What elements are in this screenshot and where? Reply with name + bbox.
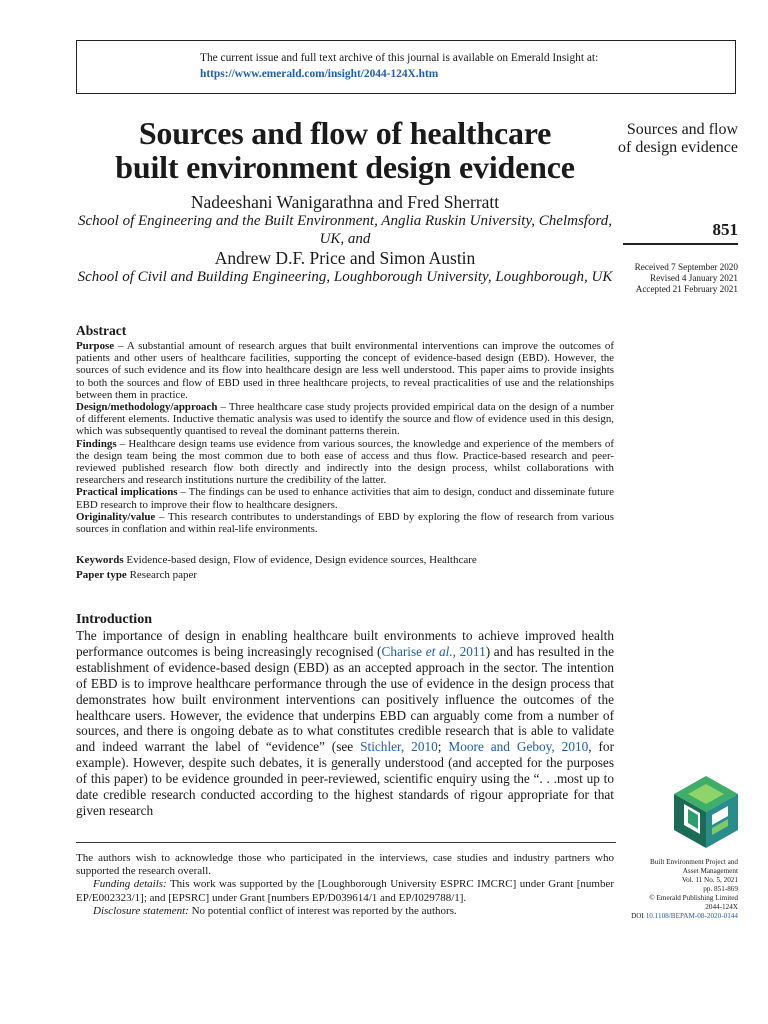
sidebar-rule (623, 243, 738, 245)
citation-author: Charise (381, 643, 426, 659)
page-range: pp. 851-869 (703, 885, 738, 893)
footnote-block (76, 852, 614, 918)
abstract-design (76, 401, 614, 438)
citation-separator: ; (437, 739, 449, 755)
originality-label: Originality/value (76, 510, 156, 523)
authors-group-1: Nadeeshani Wanigarathna and Fred Sherratt (190, 192, 500, 212)
keywords-text: Evidence-based design, Flow of evidence, Design evidence sources, Healthcare (123, 554, 477, 566)
abstract-body (76, 340, 614, 535)
disclosure-statement (76, 905, 614, 918)
journal-url-link[interactable]: https://www.emerald.com/insight/2044-124X.htm (200, 68, 439, 80)
funding-details (76, 878, 614, 904)
introduction-body (76, 628, 614, 819)
article-title (70, 116, 620, 184)
page-number: 851 (712, 220, 738, 239)
citation-year: , 2011 (452, 643, 486, 659)
citation-moore-geboy[interactable]: Moore and Geboy, 2010 (448, 739, 589, 755)
keywords (76, 553, 614, 568)
paper-type-label: Paper type (76, 569, 127, 581)
practical-label: Practical implications (76, 486, 178, 499)
citation-etal: et al. (425, 643, 453, 659)
revised-date: Revised 4 January 2021 (649, 273, 738, 283)
keywords-block (76, 553, 614, 583)
acknowledgement: The authors wish to acknowledge those who participated in the interviews, case studies and industry partners who supported the research overall. (76, 852, 614, 878)
design-text: – Three healthcare case study projects provided empirical data on the design of a number of different elements. Inductive thematic analysis was used to identify the source and flow of evidence used in this design, which was subsequently quantised to reveal the dominant patterns therein. (76, 401, 614, 438)
intro-text-2: ) and has resulted in the establishment of evidence-based design (EBD) as an accepted approach in the sector. The intention of EBD is to improve healthcare performance through the use of evidence in the design process that demonstrates how built environment interventions can positively influence the outcomes of the healthcare users. However, the evidence that underpins EBD can arguably come from a number of sources, and there is ongoing debate as to what constitutes credible research that is able to validate and indeed warrant the label of “evidence” (see (76, 643, 615, 755)
citation-charise[interactable] (381, 644, 485, 659)
accepted-date: Accepted 21 February 2021 (635, 284, 738, 294)
abstract-heading: Abstract (76, 323, 127, 338)
title-line-1: Sources and flow of healthcare (138, 115, 552, 151)
copyright: © Emerald Publishing Limited (649, 894, 738, 902)
issn: 2044-124X (705, 903, 738, 911)
keywords-label: Keywords (76, 554, 124, 566)
access-notice: The current issue and full text archive of this journal is available on Emerald Insight at: (200, 52, 599, 64)
running-title: Sources and flow of design evidence (618, 121, 738, 156)
footnote-rule (76, 842, 616, 843)
affiliation-1: School of Engineering and the Built Environment, Anglia Ruskin University, Chelmsford, UK, and (78, 213, 612, 247)
publisher-logo-icon (674, 776, 738, 848)
journal-name-line-2: Asset Management (682, 867, 738, 875)
authors-group-2: Andrew D.F. Price and Simon Austin (214, 248, 476, 268)
practical-text: – The findings can be used to enhance activities that aim to design, conduct and disseminate future EBD research to improve their flow to healthcare designers. (76, 486, 614, 511)
journal-name-line-1: Built Environment Project and (649, 858, 738, 866)
funding-text: This work was supported by the [Loughborough University ESPRC IMCRC] under Grant [number EP/E002323/1]; and [EPSRC] under Grant [numbers EP/D039614/1 and EP/I029788/1]. (76, 878, 614, 904)
abstract-originality (76, 511, 614, 535)
received-date: Received 7 September 2020 (634, 262, 738, 272)
design-label: Design/methodology/approach (76, 401, 218, 414)
intro-text-3: , for example). However, despite such debates, it is generally understood (and accepted for the purposes of this paper) to be evidence grounded in peer-reviewed, scientific enquiry using the “. . .most up to date credible research conducted according to the highest standards of rigour appropriate for that given research (76, 739, 614, 818)
originality-text: – This research contributes to understandings of EBD by exploring the flow of research from various sources in conflation and within real-life environments. (76, 510, 614, 536)
intro-text-1: The importance of design in enabling healthcare built environments to achieve improved health performance outcomes is being increasingly recognised ( (76, 628, 614, 659)
purpose-label: Purpose (76, 340, 115, 352)
abstract-purpose (76, 340, 614, 401)
paper-type (76, 568, 614, 583)
article-dates (600, 262, 738, 295)
disclosure-text: No potential conflict of interest was reported by the authors. (188, 904, 457, 917)
doi-label: DOI (631, 912, 646, 920)
abstract-practical (76, 486, 614, 510)
disclosure-label: Disclosure statement: (93, 904, 189, 917)
purpose-text: – A substantial amount of research argues that built environmental interventions can improve the outcomes of patients and other users of healthcare facilities, supporting the concept of evidence-based design (EBD). However, the sources of such evidence and its flow into healthcare design are less well understood. This paper aims to provide insights to both the sources and flow of EBD used in three healthcare projects, to reveal practicalities of use and the relationships between them in practice. (76, 340, 614, 401)
citation-stichler[interactable]: Stichler, 2010 (360, 739, 438, 755)
introduction-heading: Introduction (76, 612, 152, 627)
doi-line (600, 912, 738, 921)
journal-info (600, 858, 738, 921)
abstract-findings (76, 438, 614, 487)
paper-type-text: Research paper (126, 569, 198, 581)
title-line-2: built environment design evidence (115, 149, 575, 185)
volume-issue: Vol. 11 No. 5, 2021 (681, 876, 738, 884)
journal-access-box (76, 40, 736, 94)
findings-label: Findings (76, 437, 117, 450)
publisher-logo-svg (674, 776, 738, 848)
affiliation-2: School of Civil and Building Engineering, Loughborough University, Loughborough, UK (77, 269, 613, 285)
introduction-paragraph (76, 628, 614, 819)
findings-text: – Healthcare design teams use evidence from various sources, the knowledge and experience of the members of the design team being the most common due to both ease of access and thus flow. Practice-based research and peer-reviewed published research flow both directly and indirectly into the design process, whilst collaborations with researchers and research institutions nurture the credibility of the latter. (76, 437, 614, 487)
doi-link[interactable]: 10.1108/BEPAM-08-2020-0144 (645, 912, 738, 920)
funding-label: Funding details: (93, 878, 167, 891)
